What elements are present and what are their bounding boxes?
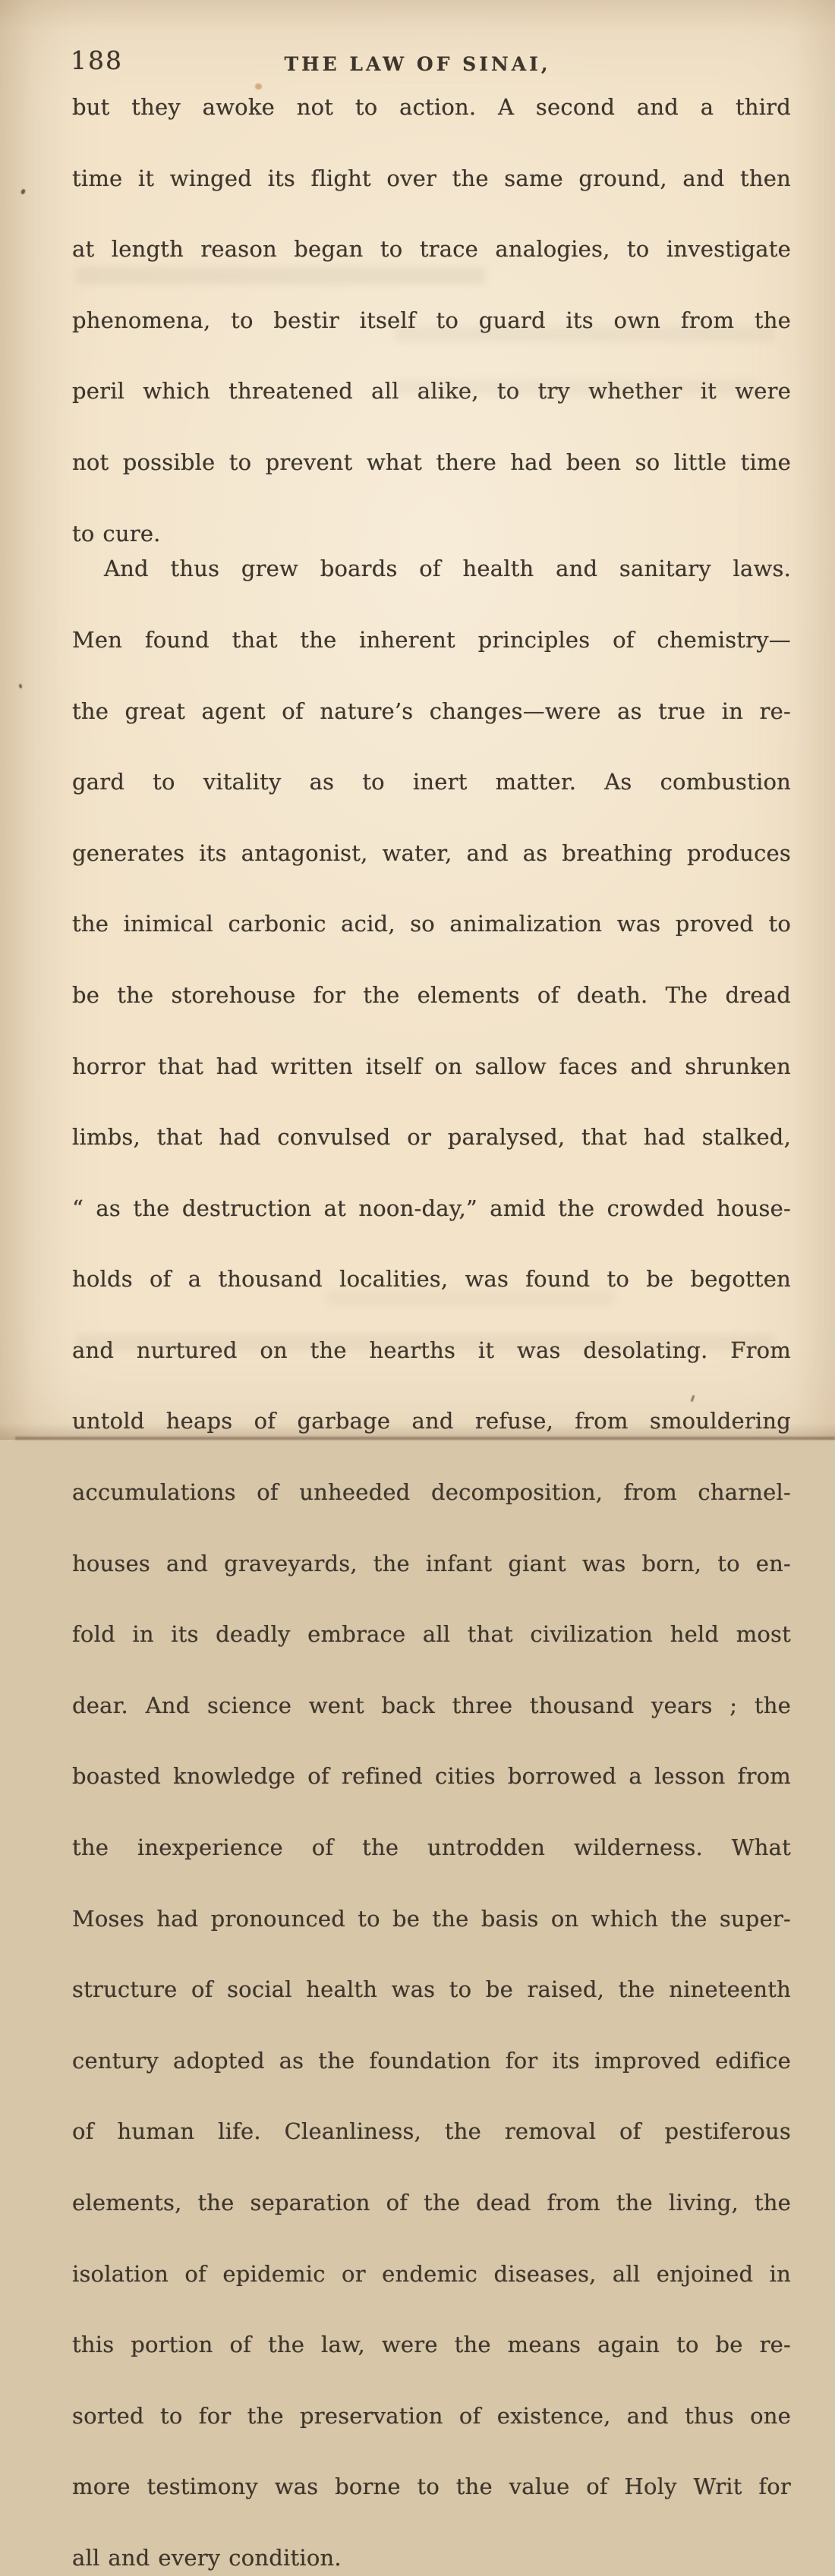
show-through-smudge	[76, 1334, 774, 1351]
text-line: fold in its deadly embrace all that civilization held most	[72, 1621, 791, 1648]
text-body	[72, 90, 791, 2576]
show-through-smudge	[395, 326, 774, 342]
text-line: be the storehouse for the elements of death. The dread	[72, 981, 791, 1008]
text-line: more testimony was borne to the value of Holy Writ for	[72, 2474, 791, 2500]
ink-speck	[20, 188, 26, 194]
page-number: 188	[71, 46, 123, 75]
show-through-smudge	[326, 1290, 615, 1305]
text-line: time it winged its flight over the same ground, and then	[72, 165, 791, 191]
text-line: structure of social health was to be raised, the nineteenth	[72, 1976, 791, 2003]
text-line: century adopted as the foundation for its improved edifice	[72, 2047, 791, 2074]
text-line: dear. And science went back three thousand years ; the	[72, 1692, 791, 1718]
show-through-smudge	[395, 379, 759, 395]
text-line: and nurtured on the hearths it was desolating. From	[72, 1337, 791, 1363]
text-line: the great agent of nature’s changes—were as true in re-	[72, 698, 791, 724]
text-line: gard to vitality as to inert matter. As combustion	[72, 769, 791, 795]
text-line: limbs, that had convulsed or paralysed, that had stalked,	[72, 1124, 791, 1151]
text-line: not possible to prevent what there had been so little time	[72, 449, 791, 475]
text-line: elements, the separation of the dead from the living, the	[72, 2190, 791, 2216]
text-line: Moses had pronounced to be the basis on which the super-	[72, 1905, 791, 1932]
text-line: generates its antagonist, water, and as breathing produces	[72, 839, 791, 866]
running-header-title: THE LAW OF SINAI,	[284, 53, 551, 75]
text-line: peril which threatened all alike, to try whether it were	[72, 378, 791, 405]
text-line: the inimical carbonic acid, so animalization was proved to	[72, 911, 791, 937]
text-line: of human life. Cleanliness, the removal of pestiferous	[72, 2118, 791, 2145]
text-line: “ as the destruction at noon-day,” amid the crowded house-	[72, 1195, 791, 1221]
text-line: the inexperience of the untrodden wilderness. What	[72, 1834, 791, 1861]
paragraph	[72, 90, 791, 551]
paragraph	[72, 551, 791, 2575]
text-line: to cure.	[72, 520, 161, 546]
text-line: at length reason began to trace analogies, to investigate	[72, 236, 791, 263]
text-line: this portion of the law, were the means again to be re-	[72, 2332, 791, 2358]
text-line: phenomena, to bestir itself to guard its own from the	[72, 307, 791, 333]
page-bottom-edge-shadow	[15, 1437, 835, 1440]
text-line: holds of a thousand localities, was found to be begotten	[72, 1266, 791, 1293]
ink-speck	[18, 684, 22, 689]
text-line: but they awoke not to action. A second and a third	[72, 94, 791, 120]
show-through-smudge	[76, 267, 486, 284]
text-line: Men found that the inherent principles of chemistry—	[72, 626, 791, 653]
paper-stain	[255, 83, 262, 90]
text-line: isolation of epidemic or endemic diseases, all enjoined in	[72, 2260, 791, 2287]
text-line: boasted knowledge of refined cities borrowed a lesson from	[72, 1763, 791, 1790]
text-line: And thus grew boards of health and sanitary laws.	[104, 556, 791, 582]
text-line: accumulations of unheeded decomposition, from charnel-	[72, 1479, 791, 1506]
text-line: houses and graveyards, the infant giant was born, to en-	[72, 1550, 791, 1576]
text-line: untold heaps of garbage and refuse, from smouldering	[72, 1408, 791, 1434]
running-header	[0, 0, 835, 91]
text-line: all and every condition.	[72, 2544, 342, 2571]
text-line: sorted to for the preservation of existence, and thus one	[72, 2402, 791, 2429]
text-line: horror that had written itself on sallow faces and shrunken	[72, 1053, 791, 1079]
